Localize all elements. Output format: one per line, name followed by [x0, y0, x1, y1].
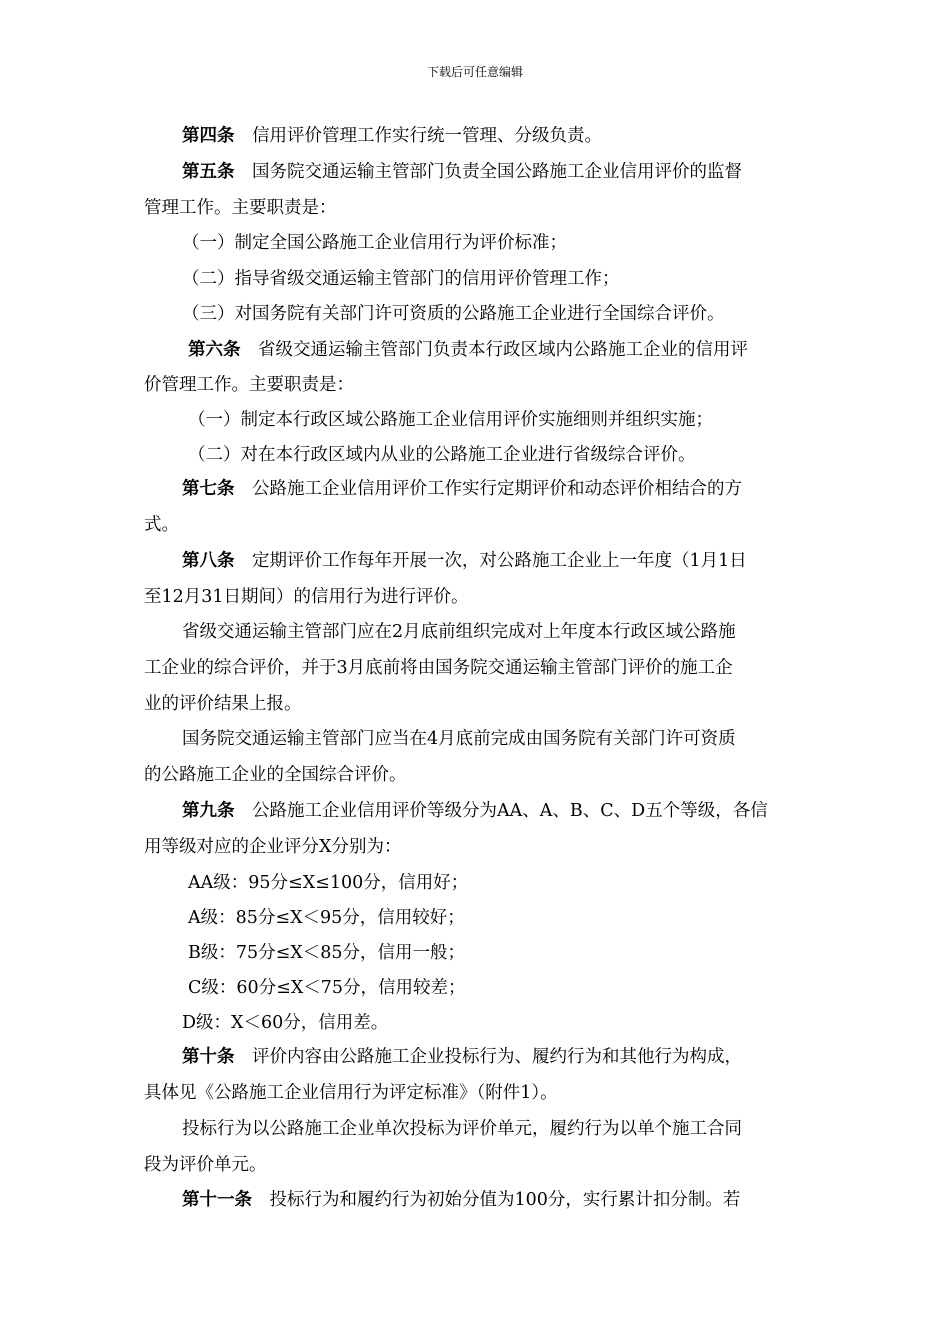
line-30: 段为评价单元。 [144, 1155, 267, 1175]
line-5: （二）指导省级交通运输主管部门的信用评价管理工作； [182, 269, 620, 289]
article-text: 公路施工企业信用评价工作实行定期评价和动态评价相结合的方 [252, 479, 742, 499]
article-title: 第十一条 [182, 1190, 252, 1210]
article-title: 第五条 [182, 162, 235, 182]
line-9: （一）制定本行政区域公路施工企业信用评价实施细则并组织实施； [188, 410, 713, 430]
line-24: B级：75分≤X＜85分，信用一般； [188, 943, 466, 963]
line-22: AA级：95分≤X≤100分，信用好； [188, 873, 469, 893]
line-31 [182, 1188, 848, 1212]
line-28: 具体见《公路施工企业信用行为评定标准》（附件1）。 [144, 1083, 558, 1103]
line-13 [182, 549, 848, 573]
article-text: 国务院交通运输主管部门负责全国公路施工企业信用评价的监督 [252, 162, 742, 182]
article-title: 第七条 [182, 479, 235, 499]
article-text: 省级交通运输主管部门负责本行政区域内公路施工企业的信用评 [258, 340, 748, 360]
line-26: D级：X＜60分，信用差。 [182, 1013, 389, 1033]
line-16: 工企业的综合评价，并于3月底前将由国务院交通运输主管部门评价的施工企 [144, 658, 733, 678]
line-29: 投标行为以公路施工企业单次投标为评价单元，履约行为以单个施工合同 [182, 1119, 742, 1139]
line-21: 用等级对应的企业评分X分别为： [144, 837, 402, 857]
line-3: 管理工作。主要职责是： [144, 198, 337, 218]
line-6: （三）对国务院有关部门许可资质的公路施工企业进行全国综合评价。 [182, 304, 725, 324]
line-12: 式。 [144, 515, 179, 535]
article-title: 第十条 [182, 1047, 235, 1067]
line-23: A级：85分≤X＜95分，信用较好； [188, 908, 465, 928]
article-text: 公路施工企业信用评价等级分为AA、A、B、C、D五个等级，各信 [252, 801, 768, 821]
line-17: 业的评价结果上报。 [144, 694, 302, 714]
article-text: 投标行为和履约行为初始分值为100分，实行累计扣分制。若 [269, 1190, 741, 1210]
line-20 [182, 799, 848, 823]
line-7 [188, 338, 854, 362]
line-27 [182, 1045, 848, 1069]
line-25: C级：60分≤X＜75分，信用较差； [188, 978, 466, 998]
article-title: 第九条 [182, 801, 235, 821]
line-8: 价管理工作。主要职责是： [144, 375, 354, 395]
article-text: 信用评价管理工作实行统一管理、分级负责。 [252, 126, 602, 146]
line-19: 的公路施工企业的全国综合评价。 [144, 765, 407, 785]
line-4: （一）制定全国公路施工企业信用行为评价标准； [182, 233, 567, 253]
line-10: （二）对在本行政区域内从业的公路施工企业进行省级综合评价。 [188, 445, 696, 465]
line-1 [182, 124, 848, 148]
page-header: 下载后可任意编辑 [426, 65, 523, 79]
line-18: 国务院交通运输主管部门应当在4月底前完成由国务院有关部门许可资质 [182, 729, 736, 749]
article-title: 第四条 [182, 126, 235, 146]
line-2 [182, 160, 848, 184]
article-text: 评价内容由公路施工企业投标行为、履约行为和其他行为构成， [252, 1047, 742, 1067]
line-14: 至12月31日期间）的信用行为进行评价。 [144, 587, 469, 607]
article-title: 第八条 [182, 551, 235, 571]
line-15: 省级交通运输主管部门应在2月底前组织完成对上年度本行政区域公路施 [182, 622, 736, 642]
article-text: 定期评价工作每年开展一次，对公路施工企业上一年度（1月1日 [252, 551, 747, 571]
article-title: 第六条 [188, 340, 241, 360]
line-11 [182, 477, 848, 501]
